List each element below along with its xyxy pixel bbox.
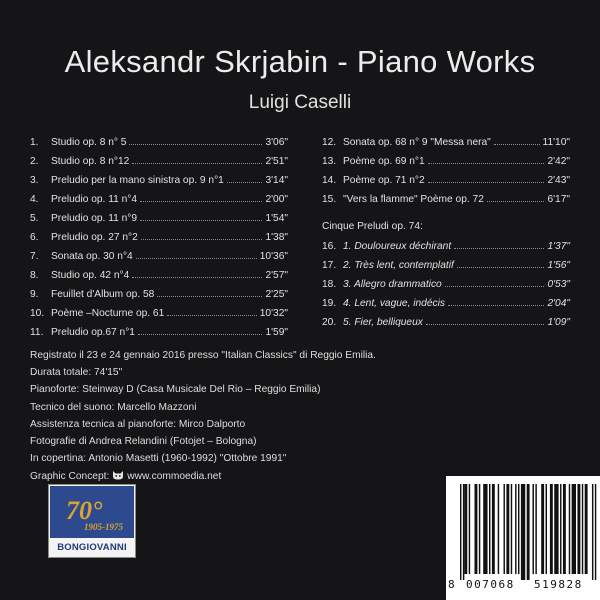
barcode-bar bbox=[464, 484, 467, 574]
barcode-bar bbox=[483, 484, 487, 574]
track-title: Preludio op.67 n°1 bbox=[51, 327, 135, 338]
barcode-bar bbox=[506, 484, 509, 574]
barcode-left-group: 007068 bbox=[466, 578, 515, 591]
track-title: Poème op. 69 n°1 bbox=[343, 156, 425, 167]
track-number: 12. bbox=[322, 137, 337, 148]
track-leader-dots bbox=[487, 193, 545, 202]
track-number: 11. bbox=[30, 327, 44, 338]
credit-sound-engineer: Tecnico del suono: Marcello Mazzoni bbox=[30, 401, 197, 413]
track-title: 5. Fier, belliqueux bbox=[343, 317, 423, 328]
barcode-right-group: 519828 bbox=[534, 578, 583, 591]
track-number: 10. bbox=[30, 308, 45, 319]
track-duration: 2'00" bbox=[265, 194, 288, 205]
track-leader-dots bbox=[132, 269, 262, 278]
track-title: 3. Allegro drammatico bbox=[343, 279, 442, 290]
track-title: Studio op. 8 n° 5 bbox=[51, 137, 127, 148]
barcode-bar bbox=[533, 484, 534, 574]
track-leader-dots bbox=[138, 326, 263, 335]
track-number: 14. bbox=[322, 175, 337, 186]
track-number: 7. bbox=[30, 251, 39, 262]
barcode-bar bbox=[585, 484, 588, 574]
track-number: 8. bbox=[30, 270, 39, 281]
graphic-concept-label: Graphic Concept: bbox=[30, 471, 110, 483]
barcode-bar bbox=[527, 484, 530, 580]
track-leader-dots bbox=[428, 174, 545, 183]
track-duration: 2'43" bbox=[547, 175, 570, 186]
track-duration: 2'04" bbox=[547, 298, 570, 309]
track-duration: 3'06" bbox=[265, 137, 288, 148]
track-title: Sonata op. 30 n°4 bbox=[51, 251, 133, 262]
track-row bbox=[322, 297, 570, 316]
barcode-bar bbox=[569, 484, 570, 574]
barcode-bar bbox=[554, 484, 558, 574]
track-row bbox=[30, 155, 288, 174]
track-title: Feuillet d'Album op. 58 bbox=[51, 289, 155, 300]
track-leader-dots bbox=[445, 278, 545, 287]
track-leader-dots bbox=[132, 155, 262, 164]
track-duration: 1'38" bbox=[265, 232, 288, 243]
barcode-bar bbox=[560, 484, 561, 574]
track-duration: 1'56" bbox=[547, 260, 570, 271]
track-title: Sonata op. 68 n° 9 "Messa nera" bbox=[343, 137, 491, 148]
anniversary-number: 70° bbox=[66, 496, 103, 525]
track-row bbox=[30, 326, 288, 345]
brand-name: BONGIOVANNI bbox=[57, 542, 127, 553]
track-row bbox=[322, 278, 570, 297]
track-leader-dots bbox=[167, 307, 256, 316]
track-number: 13. bbox=[322, 156, 337, 167]
performer-name: Luigi Caselli bbox=[248, 92, 352, 113]
track-row bbox=[322, 136, 570, 155]
track-row bbox=[322, 316, 570, 335]
credit-photos: Fotografie di Andrea Relandini (Fotojet – Bologna) bbox=[30, 435, 257, 447]
barcode-bar bbox=[541, 484, 544, 574]
track-title: Preludio op. 11 n°9 bbox=[51, 213, 138, 224]
track-row bbox=[30, 250, 288, 269]
track-leader-dots bbox=[140, 193, 262, 202]
track-row bbox=[30, 307, 288, 326]
track-title: "Vers la flamme" Poème op. 72 bbox=[343, 194, 484, 205]
track-duration: 2'25" bbox=[265, 289, 288, 300]
track-duration: 1'09" bbox=[547, 317, 570, 328]
track-row bbox=[30, 288, 288, 307]
track-number: 16. bbox=[322, 241, 337, 252]
credit-recorded: Registrato il 23 e 24 gennaio 2016 presso "Italian Classics" di Reggio Emilia. bbox=[30, 350, 376, 361]
barcode-bar bbox=[492, 484, 495, 574]
credit-piano: Pianoforte: Steinway D (Casa Musicale Del Rio – Reggio Emilia) bbox=[30, 384, 321, 396]
barcode-bar bbox=[469, 484, 470, 574]
anniversary-badge bbox=[50, 486, 134, 538]
track-title: 4. Lent, vague, indécis bbox=[343, 298, 445, 309]
track-leader-dots bbox=[157, 288, 262, 297]
graphic-concept-site: www.commoedia.net bbox=[127, 471, 222, 483]
track-row bbox=[322, 193, 570, 212]
track-row bbox=[30, 136, 288, 155]
track-duration: 2'51" bbox=[265, 156, 288, 167]
track-number: 3. bbox=[30, 175, 39, 186]
barcode-bar bbox=[535, 484, 536, 574]
track-number: 18. bbox=[322, 279, 337, 290]
track-number: 6. bbox=[30, 232, 39, 243]
barcode-bar bbox=[582, 484, 583, 574]
track-row bbox=[30, 174, 288, 193]
barcode bbox=[446, 476, 600, 600]
track-number: 5. bbox=[30, 213, 39, 224]
track-duration: 10'36" bbox=[259, 251, 288, 262]
barcode-bar bbox=[546, 484, 547, 574]
barcode-bar bbox=[479, 484, 480, 574]
track-leader-dots bbox=[141, 231, 263, 240]
track-duration: 2'57" bbox=[265, 270, 288, 281]
track-row bbox=[30, 231, 288, 250]
credit-cover-art: In copertina: Antonio Masetti (1960-1992) "Ottobre 1991" bbox=[30, 453, 287, 465]
barcode-first-digit: 8 bbox=[448, 578, 455, 591]
barcode-bar bbox=[489, 484, 490, 574]
track-leader-dots bbox=[129, 136, 262, 145]
track-duration: 0'53" bbox=[547, 279, 570, 290]
barcode-bar bbox=[563, 484, 566, 574]
track-title: Preludio op. 27 n°2 bbox=[51, 232, 138, 243]
track-title: 2. Très lent, contemplatif bbox=[343, 260, 454, 271]
track-number: 4. bbox=[30, 194, 39, 205]
barcode-bar bbox=[595, 484, 596, 580]
barcode-bar bbox=[511, 484, 512, 574]
preludi-heading: Cinque Preludi op. 74: bbox=[322, 221, 423, 232]
track-row bbox=[30, 193, 288, 212]
track-leader-dots bbox=[136, 250, 257, 259]
credit-duration: Durata totale: 74'15" bbox=[30, 367, 123, 379]
track-row bbox=[322, 240, 570, 259]
track-title: Studio op. 42 n°4 bbox=[51, 270, 130, 281]
track-leader-dots bbox=[140, 212, 262, 221]
track-row bbox=[30, 269, 288, 288]
track-title: Poème op. 71 n°2 bbox=[343, 175, 425, 186]
cat-face-icon bbox=[112, 470, 124, 480]
track-row bbox=[30, 212, 288, 231]
barcode-bar bbox=[572, 484, 576, 574]
track-leader-dots bbox=[454, 240, 544, 249]
track-leader-dots bbox=[494, 136, 540, 145]
track-title: 1. Douloureux déchirant bbox=[343, 241, 452, 252]
track-leader-dots bbox=[448, 297, 544, 306]
track-number: 15. bbox=[322, 194, 337, 205]
track-duration: 6'17" bbox=[547, 194, 570, 205]
track-duration: 1'37" bbox=[547, 241, 570, 252]
track-duration: 2'42" bbox=[547, 156, 570, 167]
album-title: Aleksandr Skrjabin - Piano Works bbox=[64, 44, 536, 79]
track-duration: 11'10" bbox=[542, 137, 570, 148]
track-number: 9. bbox=[30, 289, 39, 300]
barcode-bar bbox=[504, 484, 505, 574]
track-number: 20. bbox=[322, 317, 337, 328]
track-number: 19. bbox=[322, 298, 337, 309]
track-leader-dots bbox=[426, 316, 545, 325]
track-row bbox=[322, 174, 570, 193]
barcode-bar bbox=[463, 484, 464, 580]
barcode-bar bbox=[498, 484, 499, 574]
tracklist-right bbox=[322, 136, 570, 335]
track-number: 2. bbox=[30, 156, 39, 167]
track-row bbox=[322, 259, 570, 278]
track-duration: 1'54" bbox=[265, 213, 288, 224]
track-title: Preludio op. 11 n°4 bbox=[51, 194, 138, 205]
track-number: 17. bbox=[322, 260, 337, 271]
credits-block bbox=[30, 350, 376, 488]
barcode-bar bbox=[518, 484, 519, 574]
barcode-bar bbox=[592, 484, 593, 580]
barcode-bars bbox=[446, 476, 600, 580]
track-number: 1. bbox=[30, 137, 39, 148]
track-duration: 1'59" bbox=[265, 327, 288, 338]
track-title: Studio op. 8 n°12 bbox=[51, 156, 130, 167]
track-title: Poème –Nocturne op. 61 bbox=[51, 308, 165, 319]
tracklist-left bbox=[30, 136, 288, 345]
track-title: Preludio per la mano sinistra op. 9 n°1 bbox=[51, 175, 224, 186]
track-duration: 3'14" bbox=[265, 175, 288, 186]
track-leader-dots bbox=[227, 174, 263, 183]
barcode-bar bbox=[460, 484, 461, 580]
credit-piano-tech: Assistenza tecnica al pianoforte: Mirco Dalporto bbox=[30, 418, 246, 430]
track-duration: 10'32" bbox=[259, 308, 288, 319]
barcode-bar bbox=[550, 484, 553, 574]
track-row bbox=[322, 155, 570, 174]
barcode-bar bbox=[515, 484, 516, 574]
bongiovanni-logo bbox=[48, 484, 136, 558]
track-leader-dots bbox=[457, 259, 545, 268]
track-leader-dots bbox=[428, 155, 545, 164]
barcode-bar bbox=[577, 484, 580, 574]
barcode-bar bbox=[521, 484, 525, 580]
anniversary-years: 1905-1975 bbox=[84, 522, 123, 532]
barcode-bar bbox=[475, 484, 478, 574]
